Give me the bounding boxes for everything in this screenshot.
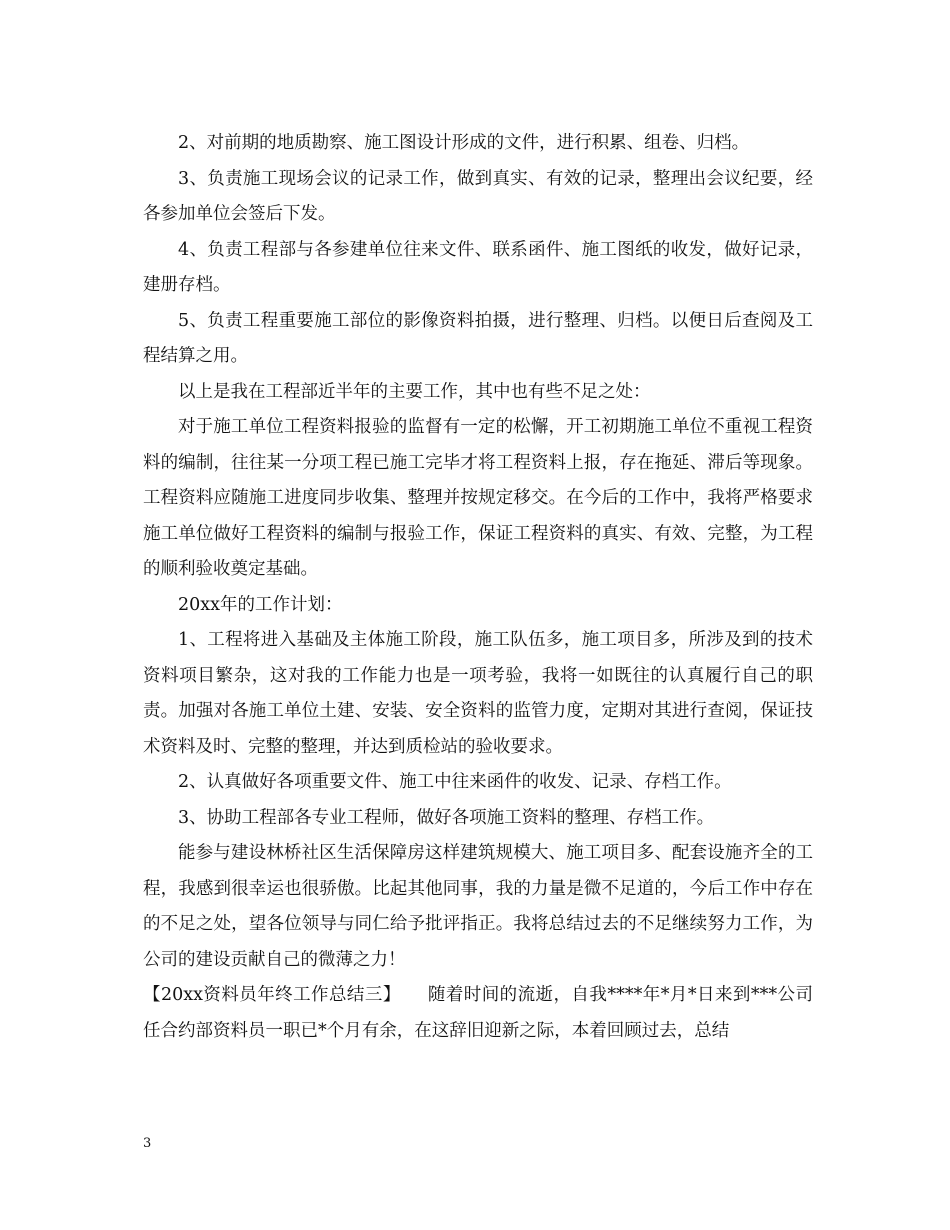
section-heading-paragraph: 【20xx资料员年终工作总结三】 随着时间的流逝，自我****年*月*日来到***公司任合约部资料员一职已*个月有余，在这辞旧迎新之际，本着回顾过去，总结 <box>143 985 813 1041</box>
paragraph: 能参与建设林桥社区生活保障房这样建筑规模大、施工项目多、配套设施齐全的工程，我感到很幸运也很骄傲。比起其他同事，我的力量是微不足道的，今后工作中存在的不足之处，望各位领导与同仁给予批评指正。我将总结过去的不足继续努力工作，为公司的建设贡献自己的微薄之力！ <box>143 843 813 970</box>
paragraph: 4、负责工程部与各参建单位往来文件、联系函件、施工图纸的收发，做好记录，建册存档。 <box>143 239 813 295</box>
paragraph: 1、工程将进入基础及主体施工阶段，施工队伍多，施工项目多，所涉及到的技术资料项目繁杂，这对我的工作能力也是一项考验，我将一如既往的认真履行自己的职责。加强对各施工单位土建、安装、安全资料的监管力度，定期对其进行查阅，保证技术资料及时、完整的整理，并达到质检站的验收要求。 <box>143 630 813 757</box>
paragraph: 2、认真做好各项重要文件、施工中往来函件的收发、记录、存档工作。 <box>178 772 732 792</box>
paragraph: 20xx年的工作计划： <box>178 594 343 615</box>
page-number: 3 <box>143 1136 152 1151</box>
paragraph: 3、协助工程部各专业工程师，做好各项施工资料的整理、存档工作。 <box>178 807 715 828</box>
document-body <box>143 126 813 1049</box>
paragraph: 对于施工单位工程资料报验的监督有一定的松懈，开工初期施工单位不重视工程资料的编制，往往某一分项工程已施工完毕才将工程资料上报，存在拖延、滞后等现象。工程资料应随施工进度同步收集、整理并按规定移交。在今后的工作中，我将严格要求施工单位做好工程资料的编制与报验工作，保证工程资料的真实、有效、完整，为工程的顺利验收奠定基础。 <box>143 417 813 579</box>
paragraph: 3、负责施工现场会议的记录工作，做到真实、有效的记录，整理出会议纪要，经各参加单位会签后下发。 <box>143 168 813 224</box>
paragraph: 5、负责工程重要施工部位的影像资料拍摄，进行整理、归档。以便日后查阅及工程结算之用。 <box>143 310 813 366</box>
paragraph: 2、对前期的地质勘察、施工图设计形成的文件，进行积累、组卷、归档。 <box>178 133 750 153</box>
paragraph: 以上是我在工程部近半年的主要工作，其中也有些不足之处： <box>178 381 651 402</box>
